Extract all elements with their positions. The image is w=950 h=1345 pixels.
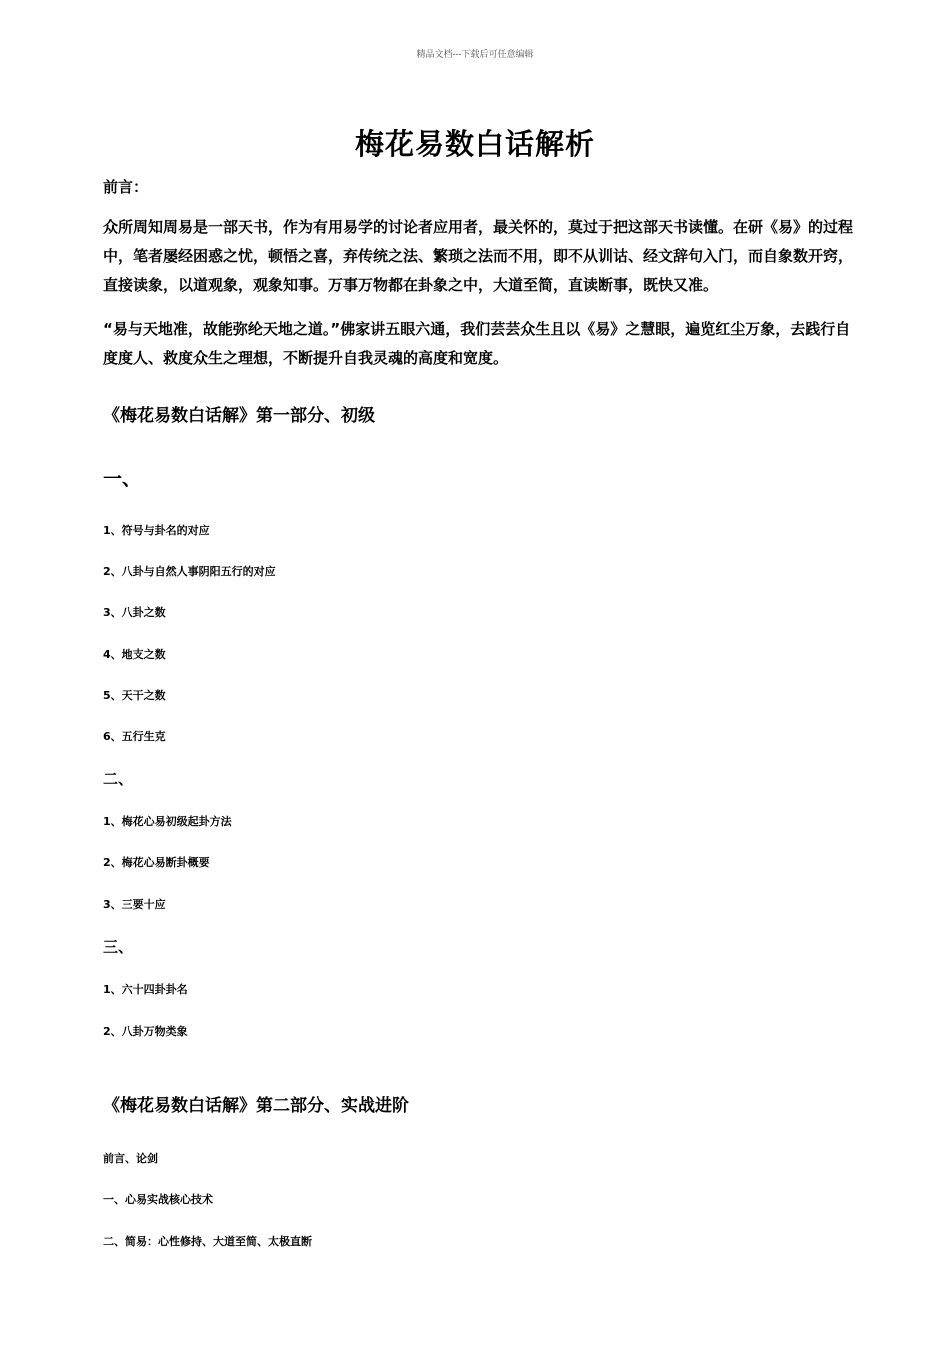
- list-item: 2、梅花心易断卦概要: [103, 856, 210, 869]
- list-item: 3、三要十应: [103, 898, 166, 911]
- paragraph-1: 众所周知周易是一部天书，作为有用易学的讨论者应用者，最关怀的，莫过于把这部天书读懂。在研《易》的过程中，笔者屡经困惑之忧，顿悟之喜，弃传统之法、繁琐之法而不用，即不从训诂、经文辞句入门，而自象数开窍，直接读象，以道观象，观象知事。万事万物都在卦象之中，大道至简，直读断事，既快又准。: [103, 218, 854, 294]
- list-item: 1、梅花心易初级起卦方法: [103, 815, 232, 828]
- list-item: 一、心易实战核心技术: [103, 1193, 213, 1206]
- part2-heading: 《梅花易数白话解》第二部分、实战进阶: [103, 1096, 409, 1116]
- document-title: 梅花易数白话解析: [354, 127, 595, 161]
- list-item: 1、符号与卦名的对应: [103, 524, 210, 537]
- list-item: 二、简易：心性修持、大道至简、太极直断: [103, 1235, 312, 1248]
- list-item: 1、六十四卦卦名: [103, 983, 188, 996]
- list-item: 6、五行生克: [103, 730, 166, 743]
- part1-section2-label: 二、: [103, 770, 134, 788]
- list-item: 3、八卦之数: [103, 606, 166, 619]
- part1-section3-label: 三、: [103, 938, 134, 956]
- part1-section1-label: 一、: [103, 468, 142, 490]
- list-item: 2、八卦与自然人事阴阳五行的对应: [103, 565, 276, 578]
- part1-heading: 《梅花易数白话解》第一部分、初级: [103, 406, 375, 426]
- paragraph-2: “易与天地准，故能弥纶天地之道。”佛家讲五眼六通，我们芸芸众生且以《易》之慧眼，遍览红尘万象，去践行自度度人、救度众生之理想，不断提升自我灵魂的高度和宽度。: [103, 320, 851, 367]
- list-item: 5、天干之数: [103, 689, 166, 702]
- list-item: 4、地支之数: [103, 648, 166, 661]
- page-header: 精品文档---下载后可任意编辑: [416, 50, 534, 60]
- list-item: 2、八卦万物类象: [103, 1025, 188, 1038]
- list-item: 前言、论剑: [103, 1152, 158, 1165]
- preface-label: 前言：: [103, 178, 149, 196]
